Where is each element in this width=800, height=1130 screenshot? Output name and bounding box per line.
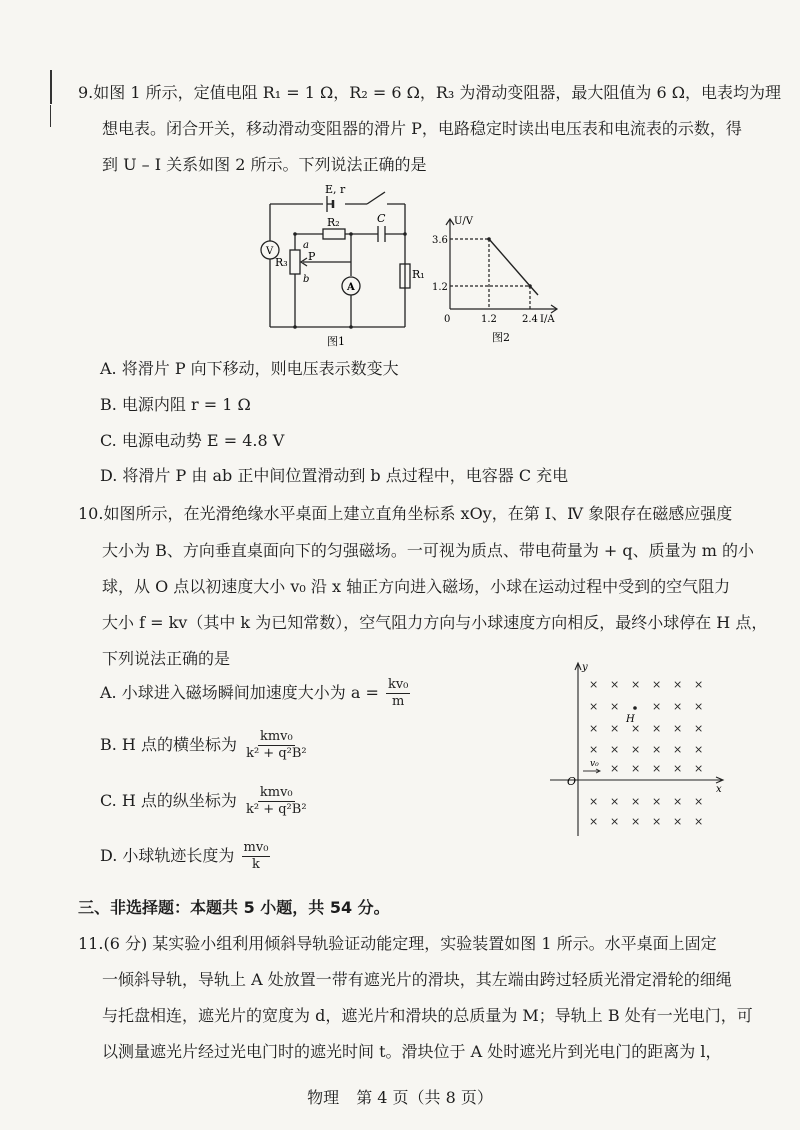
q10-option-c-text: C. H 点的纵坐标为 <box>100 791 237 810</box>
q10-number: 10. <box>78 504 104 523</box>
axis-y-label: y <box>582 662 588 673</box>
field-cross: × <box>652 678 662 691</box>
fraction-denominator: m <box>392 694 405 709</box>
field-cross: × <box>673 743 683 756</box>
ammeter-symbol: A <box>347 282 355 293</box>
field-cross: × <box>631 815 641 828</box>
fraction <box>386 677 410 710</box>
q9-stem-line-1 <box>78 82 781 104</box>
q9-option-d[interactable]: D. 将滑片 P 由 ab 正中间位置滑动到 b 点过程中，电容器 C 充电 <box>100 466 569 485</box>
field-cross: × <box>631 743 641 756</box>
field-cross: × <box>631 722 641 735</box>
q10-option-a[interactable] <box>100 677 412 710</box>
q9-figure-2-graph <box>432 214 572 344</box>
q9-number: 9. <box>78 83 94 102</box>
field-cross: × <box>652 815 662 828</box>
q9-option-c[interactable]: C. 电源电动势 E = 4.8 V <box>100 431 285 450</box>
footer-subject: 物理 <box>307 1088 340 1107</box>
v0-label: v₀ <box>590 759 599 769</box>
label-a: a <box>303 240 309 251</box>
figure-2-caption: 图2 <box>492 331 510 344</box>
label-r2: R₂ <box>327 216 340 229</box>
q10-option-c[interactable] <box>100 785 311 818</box>
footer-page-number: 第 4 页（共 8 页） <box>356 1088 493 1107</box>
q10-option-d[interactable] <box>100 840 272 873</box>
axis-x-label: x <box>716 784 722 795</box>
label-b: b <box>303 274 310 285</box>
q9-stem-text-1: 如图 1 所示，定值电阻 R₁ = 1 Ω，R₂ = 6 Ω，R₃ 为滑动变阻器，最大阻值为 6 Ω，电表均为理 <box>93 83 782 102</box>
q11-line-2: 一倾斜导轨，导轨上 A 处放置一带有遮光片的滑块，其左端由跨过轻质光滑定滑轮的细绳 <box>102 970 732 989</box>
field-cross: × <box>652 700 662 713</box>
field-cross: × <box>673 722 683 735</box>
field-cross: × <box>652 762 662 775</box>
point-h-marker <box>633 706 637 710</box>
q9-stem-line-2: 想电表。闭合开关，移动滑动变阻器的滑片 P，电路稳定时读出电压表和电流表的示数，得 <box>102 119 742 138</box>
label-r1: R₁ <box>412 268 425 281</box>
q10-option-a-text: A. 小球进入磁场瞬间加速度大小为 a = <box>100 683 379 702</box>
origin-label: O <box>567 775 577 788</box>
label-source: E, r <box>325 183 346 196</box>
fraction <box>242 840 271 873</box>
fraction-denominator: k² + q²B² <box>246 746 307 761</box>
field-cross: × <box>589 815 599 828</box>
graph-x-tick: 2.4 <box>522 314 538 325</box>
q10-option-d-text: D. 小球轨迹长度为 <box>100 846 235 865</box>
binding-margin-mark <box>50 70 52 104</box>
point-h-label: H <box>626 714 635 725</box>
q10-stem-line-1 <box>78 503 732 525</box>
field-cross: × <box>631 762 641 775</box>
voltmeter-symbol: V <box>266 246 274 257</box>
fraction-numerator: mv₀ <box>243 840 269 855</box>
graph-y-tick: 3.6 <box>432 235 448 246</box>
graph-x-tick: 1.2 <box>481 314 497 325</box>
field-cross: × <box>673 700 683 713</box>
q11-line-3: 与托盘相连，遮光片的宽度为 d，遮光片和滑块的总质量为 M；导轨上 B 处有一光电门，可 <box>102 1006 753 1025</box>
field-cross: × <box>652 743 662 756</box>
field-cross: × <box>610 722 620 735</box>
q9-stem-line-3: 到 U – I 关系如图 2 所示。下列说法正确的是 <box>102 155 427 174</box>
field-cross: × <box>610 815 620 828</box>
q10-stem-line-5: 下列说法正确的是 <box>102 649 231 668</box>
label-c: C <box>377 212 386 225</box>
field-cross: × <box>694 795 704 808</box>
field-cross: × <box>652 722 662 735</box>
field-cross: × <box>610 795 620 808</box>
graph-x-axis-label: I/A <box>540 314 555 325</box>
figure-1-caption: 图1 <box>327 335 345 348</box>
graph-y-tick: 1.2 <box>432 282 448 293</box>
field-cross: × <box>610 762 620 775</box>
field-cross: × <box>589 722 599 735</box>
q10-field-figure <box>545 658 730 843</box>
field-cross: × <box>610 700 620 713</box>
label-p: P <box>308 250 316 263</box>
q10-stem-text-1: 如图所示，在光滑绝缘水平桌面上建立直角坐标系 xOy，在第 Ⅰ、Ⅳ 象限存在磁感应强度 <box>103 504 733 523</box>
graph-origin: 0 <box>444 314 451 325</box>
fraction-numerator: kv₀ <box>387 677 409 692</box>
label-r3: R₃ <box>275 256 288 269</box>
q9-figure-1-circuit <box>255 182 425 352</box>
field-cross: × <box>673 678 683 691</box>
field-cross: × <box>631 678 641 691</box>
field-cross: × <box>694 743 704 756</box>
q10-option-b[interactable] <box>100 729 311 762</box>
q10-stem-line-3: 球，从 O 点以初速度大小 v₀ 沿 x 轴正方向进入磁场，小球在运动过程中受到的空气阻力 <box>102 577 731 596</box>
field-cross: × <box>610 678 620 691</box>
field-cross: × <box>589 700 599 713</box>
q9-option-b[interactable]: B. 电源内阻 r = 1 Ω <box>100 395 251 414</box>
fraction-denominator: k <box>252 857 260 872</box>
q11-number: 11. <box>78 934 104 953</box>
field-cross: × <box>673 795 683 808</box>
q10-option-b-text: B. H 点的横坐标为 <box>100 735 237 754</box>
field-cross: × <box>589 678 599 691</box>
field-cross: × <box>694 700 704 713</box>
field-cross: × <box>694 762 704 775</box>
field-cross: × <box>589 795 599 808</box>
q10-stem-line-2: 大小为 B、方向垂直桌面向下的匀强磁场。一可视为质点、带电荷量为 + q、质量为 m 的小 <box>102 541 755 560</box>
field-cross: × <box>610 743 620 756</box>
field-cross: × <box>694 678 704 691</box>
field-cross: × <box>673 762 683 775</box>
q10-stem-line-4: 大小 f = kv（其中 k 为已知常数），空气阻力方向与小球速度方向相反，最终小球停在 H 点， <box>102 613 768 632</box>
q11-line-1 <box>78 933 717 955</box>
section-3-heading: 三、非选择题：本题共 5 小题，共 54 分。 <box>78 898 390 917</box>
fraction <box>244 785 309 818</box>
fraction-numerator: kmv₀ <box>259 729 293 744</box>
field-cross: × <box>694 722 704 735</box>
field-cross: × <box>631 795 641 808</box>
field-cross: × <box>694 815 704 828</box>
page-footer <box>0 1085 800 1108</box>
fraction-denominator: k² + q²B² <box>245 802 307 817</box>
field-cross: × <box>589 743 599 756</box>
q9-option-a[interactable]: A. 将滑片 P 向下移动，则电压表示数变大 <box>100 359 399 378</box>
q11-line-4: 以测量遮光片经过光电门时的遮光时间 t。滑块位于 A 处时遮光片到光电门的距离为 l， <box>102 1042 722 1061</box>
fraction-numerator: kmv₀ <box>259 785 293 800</box>
q11-text-1: (6 分) 某实验小组利用倾斜导轨验证动能定理，实验装置如图 1 所示。水平桌面上固定 <box>103 934 717 953</box>
graph-y-axis-label: U/V <box>454 216 474 227</box>
field-cross: × <box>652 795 662 808</box>
field-cross: × <box>673 815 683 828</box>
fraction <box>244 729 309 762</box>
binding-margin-mark <box>50 105 51 127</box>
